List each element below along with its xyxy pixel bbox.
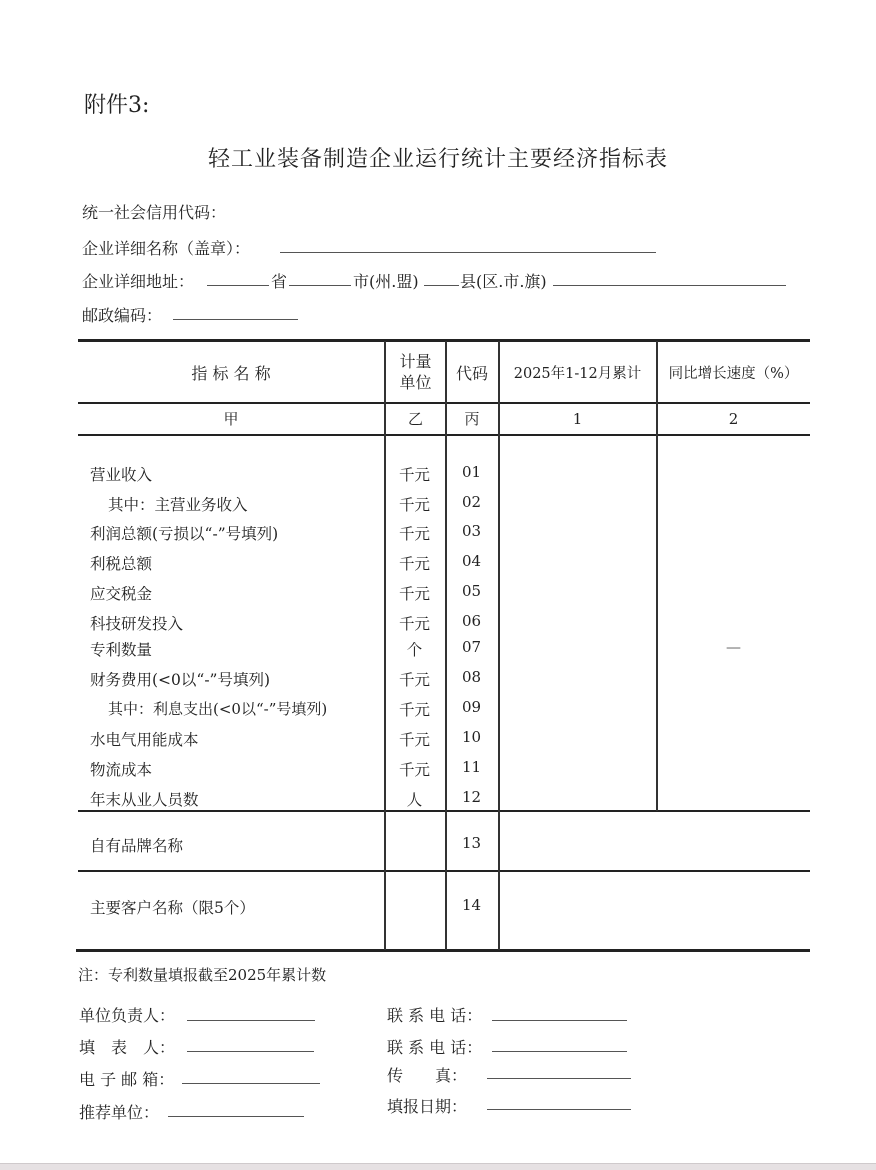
subheader-code: 丙	[464, 410, 480, 428]
credit-code-label: 统一社会信用代码：	[82, 203, 227, 222]
row-code: 13	[461, 834, 482, 852]
row-code: 04	[461, 552, 482, 570]
row-name: 专利数量	[90, 641, 153, 659]
row-unit: 千元	[398, 731, 430, 749]
row-name: 利润总额(亏损以“-”号填列)	[90, 525, 279, 543]
row-name: 财务费用(<0以“-”号填列)	[90, 671, 271, 689]
row-name: 年末从业人员数	[90, 791, 199, 809]
row-name: 主要客户名称（限5个）	[90, 899, 255, 917]
subheader-unit: 乙	[407, 410, 423, 428]
county-label: 县(区.市.旗)	[460, 272, 547, 291]
header-cumulative: 2025年1-12月累计	[513, 365, 642, 382]
email-field[interactable]	[182, 1083, 320, 1084]
table-bottom-rule	[76, 949, 810, 952]
header-unit: 计量单位	[399, 352, 432, 392]
row-code: 01	[461, 463, 482, 481]
row-code: 05	[461, 582, 482, 600]
row-unit: 人	[406, 791, 423, 809]
responsible-person-label: 单位负责人：	[79, 1006, 176, 1025]
fill-date-field[interactable]	[487, 1109, 631, 1110]
note: 注：专利数量填报截至2025年累计数	[78, 966, 327, 984]
email-label: 电 子 邮 箱：	[79, 1070, 175, 1089]
row-unit: 千元	[398, 585, 430, 603]
header-indicator-name: 指 标 名 称	[191, 363, 271, 383]
row-code: 07	[461, 638, 482, 656]
fax-label: 传 真：	[387, 1066, 468, 1085]
fax-field[interactable]	[487, 1078, 631, 1079]
row-growth-na: —	[726, 638, 741, 656]
city-field[interactable]	[289, 285, 351, 286]
contact-phone-1-field[interactable]	[492, 1020, 627, 1021]
row-unit: 千元	[398, 525, 430, 543]
contact-phone-2-label: 联 系 电 话：	[387, 1038, 483, 1057]
header-code: 代码	[455, 363, 488, 383]
row-unit: 千元	[398, 466, 430, 484]
brand-name-input[interactable]	[500, 812, 809, 869]
row-unit: 千元	[398, 761, 430, 779]
page-title: 轻工业装备制造企业运行统计主要经济指标表	[207, 147, 668, 172]
row-name: 物流成本	[90, 761, 153, 779]
subheader-growth: 2	[728, 409, 739, 428]
row-code: 06	[461, 612, 482, 630]
row-name: 应交税金	[90, 585, 153, 603]
row-name: 其中：利息支出(<0以“-”号填列)	[108, 700, 328, 718]
recommending-unit-label: 推荐单位：	[79, 1103, 160, 1122]
row-code: 08	[461, 668, 482, 686]
header-growth: 同比增长速度（%）	[668, 365, 799, 382]
row-code: 14	[461, 896, 482, 914]
row-name: 利税总额	[90, 555, 153, 573]
row-name: 水电气用能成本	[90, 731, 199, 749]
street-address-field[interactable]	[553, 285, 786, 286]
row-name: 其中：主营业务收入	[108, 496, 248, 514]
row-unit: 千元	[398, 555, 430, 573]
customer-names-input[interactable]	[500, 872, 809, 948]
row-code: 10	[461, 728, 482, 746]
row-unit: 千元	[398, 496, 430, 514]
row-name: 自有品牌名称	[90, 837, 184, 855]
row-code: 03	[461, 522, 482, 540]
postal-code-field[interactable]	[173, 319, 298, 320]
filler-field[interactable]	[187, 1051, 314, 1052]
responsible-person-field[interactable]	[187, 1020, 315, 1021]
attachment-label: 附件3:	[84, 93, 150, 118]
row-code: 09	[461, 698, 482, 716]
subheader-name: 甲	[223, 410, 239, 428]
postal-code-label: 邮政编码：	[82, 306, 163, 325]
row-code: 11	[461, 758, 482, 776]
contact-phone-1-label: 联 系 电 话：	[387, 1006, 483, 1025]
recommending-unit-field[interactable]	[168, 1116, 304, 1117]
county-field[interactable]	[424, 285, 459, 286]
row-unit: 千元	[398, 701, 430, 719]
row-name: 营业收入	[90, 466, 153, 484]
contact-phone-2-field[interactable]	[492, 1051, 627, 1052]
subheader-cumulative: 1	[572, 409, 583, 428]
filler-label: 填 表 人：	[79, 1038, 176, 1057]
company-name-label: 企业详细名称（盖章）：	[82, 239, 251, 258]
fill-date-label: 填报日期：	[387, 1097, 468, 1116]
subheader-divider	[78, 434, 810, 436]
row-unit: 个	[406, 641, 423, 659]
address-label: 企业详细地址：	[82, 272, 195, 291]
row-unit: 千元	[398, 671, 430, 689]
company-name-field[interactable]	[280, 252, 656, 253]
province-field[interactable]	[207, 285, 269, 286]
city-label: 市(州.盟)	[353, 272, 419, 291]
row-code: 12	[461, 788, 482, 806]
province-label: 省	[271, 272, 288, 291]
row-name: 科技研发投入	[90, 615, 184, 633]
row-unit: 千元	[398, 615, 430, 633]
row-code: 02	[461, 493, 482, 511]
